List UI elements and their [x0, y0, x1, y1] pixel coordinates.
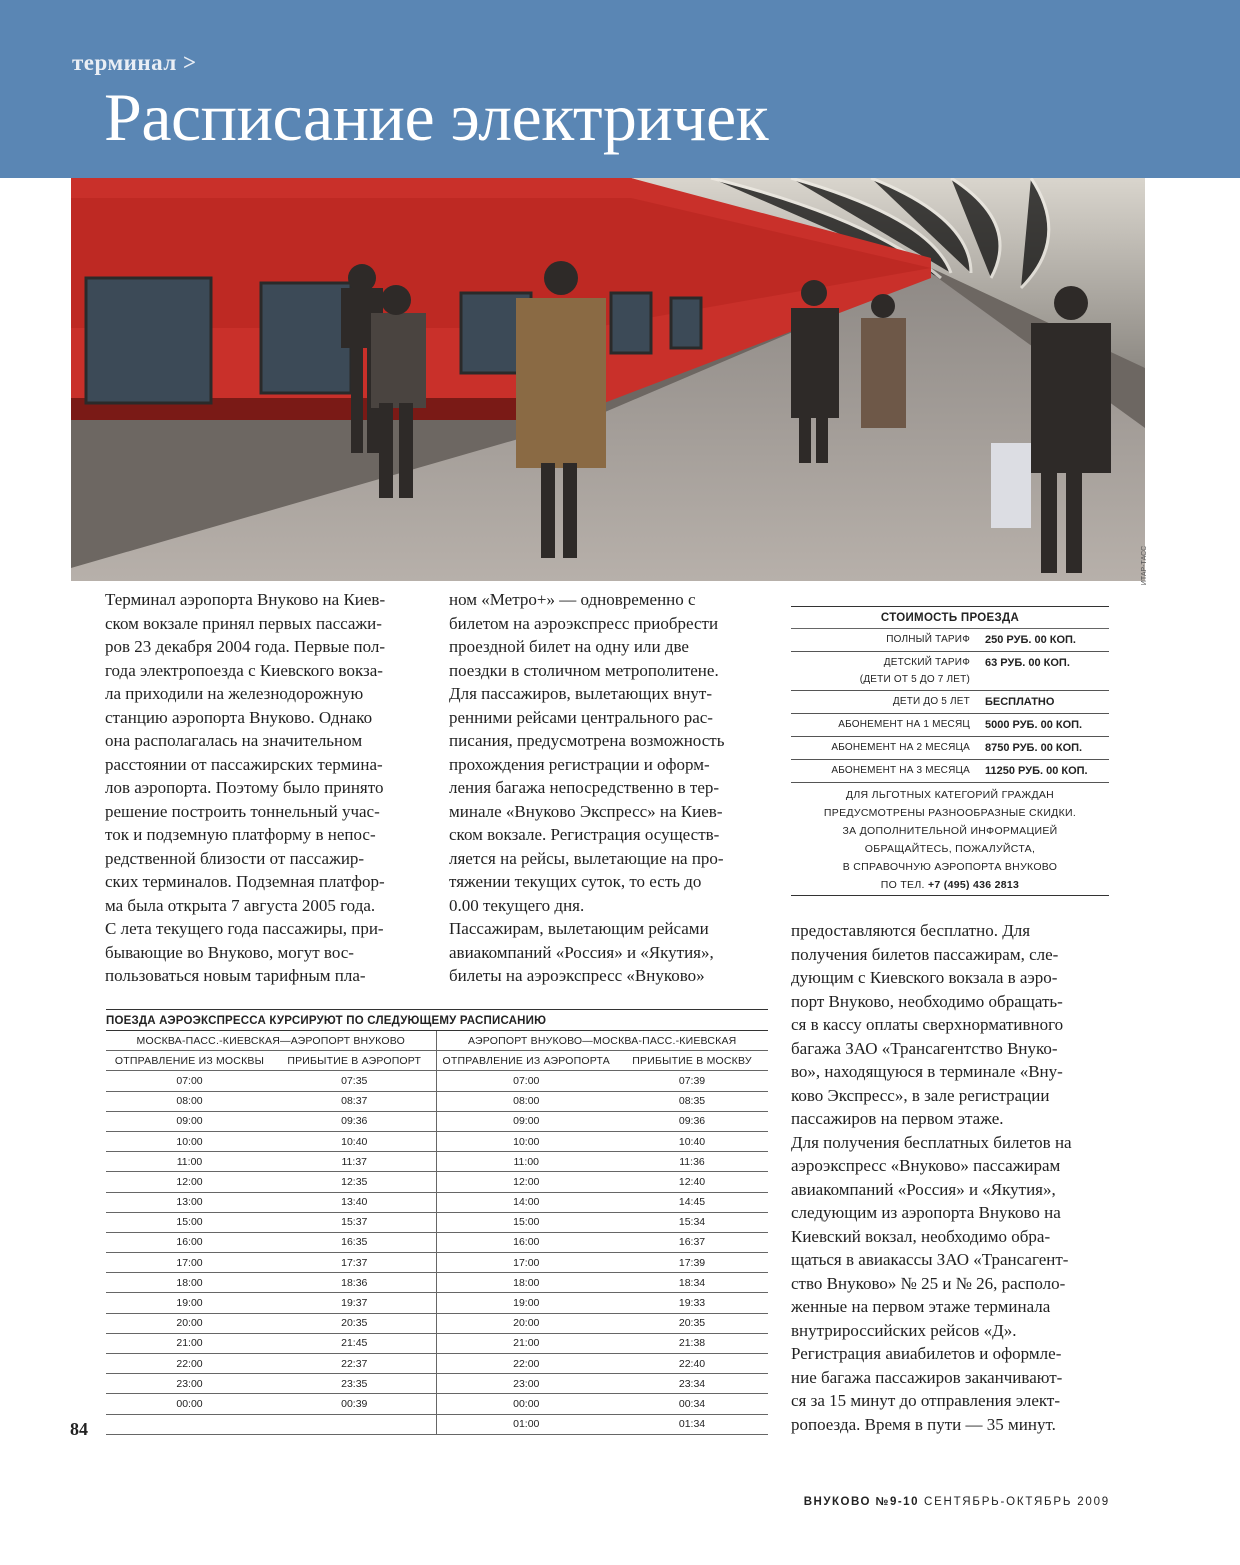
cell-arrive-moscow: 23:34 [616, 1374, 768, 1394]
cell-depart-moscow: 18:00 [106, 1273, 273, 1293]
schedule-row [106, 1212, 768, 1232]
article-line: аэроэкспресс «Внуково» пассажирам [791, 1156, 1061, 1175]
article-line: Терминал аэропорта Внуково на Киев- [105, 590, 386, 609]
cell-depart-moscow: 11:00 [106, 1152, 273, 1172]
cell-arrive-airport: 09:36 [273, 1111, 436, 1131]
cell-arrive-moscow: 19:33 [616, 1293, 768, 1313]
cell-depart-moscow [106, 1414, 273, 1434]
fare-price: 8750 РУБ. 00 КОП. [982, 737, 1109, 760]
article-line: 0.00 текущего дня. [449, 895, 585, 915]
cell-depart-moscow: 15:00 [106, 1212, 273, 1232]
schedule-row [106, 1172, 768, 1192]
schedule-title: ПОЕЗДА АЭРОЭКСПРЕССА КУРСИРУЮТ ПО СЛЕДУЮЩЕМУ РАСПИСАНИЮ [106, 1010, 768, 1031]
schedule-row [106, 1333, 768, 1353]
article-line: ском вокзале. Регистрация осуществ- [449, 825, 720, 844]
cell-depart-moscow: 09:00 [106, 1111, 273, 1131]
cell-arrive-moscow: 12:40 [616, 1172, 768, 1192]
cell-depart-moscow: 10:00 [106, 1131, 273, 1151]
fare-label [791, 714, 982, 737]
cell-depart-airport: 20:00 [436, 1313, 616, 1333]
cell-depart-airport: 15:00 [436, 1212, 616, 1232]
article-line: ток и подземную платформу в непос- [105, 825, 376, 844]
article-line: получения билетов пассажирам, сле- [791, 944, 1059, 964]
article-column-1 [105, 588, 385, 988]
fares-phone-line: ПО ТЕЛ. +7 (495) 436 2813 [880, 879, 1020, 891]
cell-arrive-moscow: 11:36 [616, 1152, 768, 1172]
fare-label [791, 737, 982, 760]
article-line: тяжении текущих суток, то есть до [449, 872, 702, 891]
fare-row [791, 652, 1109, 691]
cell-arrive-airport: 17:37 [273, 1253, 436, 1273]
header-depart-moscow: ОТПРАВЛЕНИЕ ИЗ МОСКВЫ [106, 1051, 273, 1071]
cell-depart-airport: 07:00 [436, 1071, 616, 1091]
schedule-row [106, 1313, 768, 1333]
cell-depart-airport: 10:00 [436, 1131, 616, 1151]
article-line: решение построить тоннельный учас- [105, 801, 380, 821]
fares-note-line: ПРЕДУСМОТРЕНЫ РАЗНООБРАЗНЫЕ СКИДКИ. [823, 807, 1077, 819]
article-line: авиакомпаний «Россия» и «Якутия», [791, 1179, 1056, 1199]
article-line: билетом на аэроэкспресс приобрести [449, 613, 719, 633]
photo-illustration [71, 178, 1145, 581]
schedule-row [106, 1192, 768, 1212]
article-line: ся в кассу оплаты сверхнормативного [791, 1015, 1064, 1034]
schedule-row [106, 1354, 768, 1374]
fares-title: СТОИМОСТЬ ПРОЕЗДА [791, 607, 1109, 629]
fares-phone: +7 (495) 436 2813 [927, 879, 1020, 891]
header-arrive-airport: ПРИБЫТИЕ В АЭРОПОРТ [273, 1051, 436, 1071]
fare-row [791, 629, 1109, 652]
schedule-row [106, 1273, 768, 1293]
cell-depart-airport: 19:00 [436, 1293, 616, 1313]
cell-arrive-moscow: 07:39 [616, 1071, 768, 1091]
cell-arrive-moscow: 09:36 [616, 1111, 768, 1131]
article-line: ние багажа пассажиров заканчивают- [791, 1367, 1063, 1387]
cell-arrive-airport: 19:37 [273, 1293, 436, 1313]
cell-depart-airport: 08:00 [436, 1091, 616, 1111]
schedule-row [106, 1131, 768, 1151]
cell-depart-airport: 00:00 [436, 1394, 616, 1414]
cell-arrive-airport: 07:35 [273, 1071, 436, 1091]
cell-depart-moscow: 22:00 [106, 1354, 273, 1374]
article-line: она располагалась на значительном [105, 731, 363, 750]
fare-label [791, 629, 982, 652]
cell-depart-airport: 11:00 [436, 1152, 616, 1172]
fare-label-text: ДЕТИ ДО 5 ЛЕТ [892, 696, 970, 707]
fare-label-text: ПОЛНЫЙ ТАРИФ [886, 634, 970, 645]
article-line: ство Внуково» № 25 и № 26, располо- [791, 1273, 1066, 1293]
article-column-2 [449, 588, 724, 988]
magazine-footer [804, 1496, 1110, 1508]
fare-label [791, 691, 982, 714]
article-line: ном «Метро+» — одновременно с [449, 590, 696, 609]
cell-arrive-moscow: 01:34 [616, 1414, 768, 1434]
fare-label-text: ДЕТСКИЙ ТАРИФ [883, 657, 970, 668]
fare-price: 11250 РУБ. 00 КОП. [982, 760, 1109, 783]
schedule-routes-row [106, 1031, 768, 1051]
cell-depart-moscow: 21:00 [106, 1333, 273, 1353]
fare-label-text: АБОНЕМЕНТ НА 3 МЕСЯЦА [831, 765, 970, 776]
cell-arrive-airport: 20:35 [273, 1313, 436, 1333]
schedule-row [106, 1071, 768, 1091]
article-line: порт Внуково, необходимо обращать- [791, 991, 1063, 1011]
cell-depart-moscow: 20:00 [106, 1313, 273, 1333]
route-to-city: АЭРОПОРТ ВНУКОВО—МОСКВА-ПАСС.-КИЕВСКАЯ [436, 1031, 768, 1051]
schedule-header-row [106, 1051, 768, 1071]
article-line: ском вокзале принял первых пассажи- [105, 613, 382, 633]
schedule-row [106, 1253, 768, 1273]
header-band [0, 0, 1240, 178]
fare-price: 250 РУБ. 00 КОП. [982, 629, 1109, 652]
schedule-row [106, 1414, 768, 1434]
cell-arrive-moscow: 08:35 [616, 1091, 768, 1111]
cell-depart-airport: 17:00 [436, 1253, 616, 1273]
cell-arrive-moscow: 10:40 [616, 1131, 768, 1151]
cell-arrive-moscow: 17:39 [616, 1253, 768, 1273]
article-line: бывающие во Внуково, могут вос- [105, 942, 354, 962]
fare-row [791, 760, 1109, 783]
article-line: внутрироссийских рейсов «Д». [791, 1320, 1017, 1340]
cell-arrive-airport: 23:35 [273, 1374, 436, 1394]
article-line: ров 23 декабря 2004 года. Первые пол- [105, 637, 386, 656]
cell-depart-airport: 14:00 [436, 1192, 616, 1212]
article-line: щаться в авиакассы ЗАО «Трансагент- [791, 1250, 1069, 1269]
fares-note-line: ЗА ДОПОЛНИТЕЛЬНОЙ ИНФОРМАЦИЕЙ [842, 825, 1058, 837]
cell-depart-airport: 12:00 [436, 1172, 616, 1192]
article-line: ления багажа непосредственно в тер- [449, 778, 720, 797]
cell-arrive-airport: 00:39 [273, 1394, 436, 1414]
fare-label [791, 760, 982, 783]
cell-arrive-airport: 12:35 [273, 1172, 436, 1192]
fares-note-line: ОБРАЩАЙТЕСЬ, ПОЖАЛУЙСТА, [864, 843, 1036, 855]
cell-depart-moscow: 13:00 [106, 1192, 273, 1212]
cell-depart-airport: 18:00 [436, 1273, 616, 1293]
cell-depart-moscow: 07:00 [106, 1071, 273, 1091]
schedule-row [106, 1232, 768, 1252]
fare-row [791, 737, 1109, 760]
footer-magazine: ВНУКОВО №9-10 [803, 1496, 919, 1508]
route-to-airport: МОСКВА-ПАСС.-КИЕВСКАЯ—АЭРОПОРТ ВНУКОВО [106, 1031, 436, 1051]
fares-note-line: В СПРАВОЧНУЮ АЭРОПОРТА ВНУКОВО [842, 861, 1058, 873]
cell-depart-airport: 09:00 [436, 1111, 616, 1131]
header-depart-airport: ОТПРАВЛЕНИЕ ИЗ АЭРОПОРТА [436, 1051, 616, 1071]
cell-arrive-airport: 13:40 [273, 1192, 436, 1212]
cell-depart-airport: 16:00 [436, 1232, 616, 1252]
cell-arrive-moscow: 20:35 [616, 1313, 768, 1333]
fare-row [791, 691, 1109, 714]
fare-price: БЕСПЛАТНО [982, 691, 1109, 714]
article-line: расстоянии от пассажирских термина- [105, 754, 383, 774]
cell-depart-moscow: 23:00 [106, 1374, 273, 1394]
article-line: пользоваться новым тарифным пла- [105, 966, 366, 985]
article-line: ся за 15 минут до отправления элект- [791, 1391, 1060, 1410]
schedule-row [106, 1091, 768, 1111]
article-line: Пассажирам, вылетающим рейсами [449, 919, 709, 938]
fare-price: 5000 РУБ. 00 КОП. [982, 714, 1109, 737]
schedule-row [106, 1111, 768, 1131]
article-line: ских терминалов. Подземная платфор- [105, 872, 385, 891]
cell-depart-moscow: 12:00 [106, 1172, 273, 1192]
article-line: дующим с Киевского вокзала в аэро- [791, 968, 1058, 987]
article-line: Для пассажиров, вылетающих внут- [449, 684, 713, 703]
article-line: во», находящуюся в терминале «Вну- [791, 1062, 1063, 1081]
fare-label-sub: (ДЕТИ ОТ 5 ДО 7 ЛЕТ) [859, 674, 970, 685]
cell-depart-airport: 22:00 [436, 1354, 616, 1374]
cell-arrive-moscow: 21:38 [616, 1333, 768, 1353]
cell-arrive-moscow: 14:45 [616, 1192, 768, 1212]
fare-price: 63 РУБ. 00 КОП. [982, 652, 1109, 691]
article-line: Регистрация авиабилетов и оформле- [791, 1344, 1062, 1363]
article-line: года электропоезда с Киевского вокза- [105, 660, 383, 680]
footer-date: СЕНТЯБРЬ-ОКТЯБРЬ 2009 [923, 1496, 1110, 1508]
header-arrive-moscow: ПРИБЫТИЕ В МОСКВУ [616, 1051, 768, 1071]
cell-depart-moscow: 16:00 [106, 1232, 273, 1252]
cell-arrive-airport: 21:45 [273, 1333, 436, 1353]
article-line: проездной билет на одну или две [449, 637, 689, 656]
article-line: прохождения регистрации и оформ- [449, 754, 710, 774]
article-line: ково Экспресс», в зале регистрации [791, 1085, 1050, 1105]
cell-arrive-moscow: 00:34 [616, 1394, 768, 1414]
cell-arrive-airport: 22:37 [273, 1354, 436, 1374]
cell-depart-airport: 23:00 [436, 1374, 616, 1394]
schedule-row [106, 1394, 768, 1414]
section-label: терминал > [72, 50, 197, 75]
cell-arrive-moscow: 16:37 [616, 1232, 768, 1252]
article-line: редственной близости от пассажир- [105, 848, 365, 868]
schedule-row [106, 1152, 768, 1172]
cell-depart-moscow: 08:00 [106, 1091, 273, 1111]
article-line: Киевский вокзал, необходимо обра- [791, 1226, 1051, 1246]
cell-depart-moscow: 19:00 [106, 1293, 273, 1313]
train-platform-photo [71, 178, 1145, 581]
fare-label-text: АБОНЕМЕНТ НА 2 МЕСЯЦА [831, 742, 970, 753]
article-line: пассажиров на первом этаже. [791, 1109, 1004, 1128]
article-line: предоставляются бесплатно. Для [791, 921, 1031, 940]
schedule-table [106, 1009, 768, 1435]
article-line: писания, предусмотрена возможность [449, 731, 725, 750]
cell-arrive-airport: 08:37 [273, 1091, 436, 1111]
cell-arrive-airport: 15:37 [273, 1212, 436, 1232]
article-line: станцию аэропорта Внуково. Однако [105, 707, 373, 727]
article-line: следующим из аэропорта Внуково на [791, 1203, 1061, 1222]
fares-box [791, 606, 1109, 896]
article-line: лов аэропорта. Поэтому было принято [105, 778, 384, 797]
cell-depart-moscow: 00:00 [106, 1394, 273, 1414]
article-line: минале «Внуково Экспресс» на Киев- [449, 801, 723, 821]
schedule-row [106, 1374, 768, 1394]
fare-label [791, 652, 982, 691]
cell-depart-airport: 21:00 [436, 1333, 616, 1353]
article-line: поездки в столичном метрополитене. [449, 660, 719, 680]
article-line: багажа ЗАО «Трансагентство Внуко- [791, 1038, 1058, 1058]
article-line: авиакомпаний «Россия» и «Якутия», [449, 942, 714, 962]
article-line: С лета текущего года пассажиры, при- [105, 919, 384, 938]
article-line: ма была открыта 7 августа 2005 года. [105, 895, 376, 915]
fares-note-line: ДЛЯ ЛЬГОТНЫХ КАТЕГОРИЙ ГРАЖДАН [845, 789, 1055, 801]
cell-arrive-airport: 10:40 [273, 1131, 436, 1151]
cell-arrive-airport: 11:37 [273, 1152, 436, 1172]
cell-depart-airport: 01:00 [436, 1414, 616, 1434]
article-line: ропоезда. Время в пути — 35 минут. [791, 1414, 1056, 1434]
article-line: Для получения бесплатных билетов на [791, 1132, 1072, 1152]
article-line: ренними рейсами центрального рас- [449, 707, 713, 727]
fare-label-text: АБОНЕМЕНТ НА 1 МЕСЯЦ [838, 719, 970, 730]
page-number: 84 [70, 1419, 88, 1439]
fare-row [791, 714, 1109, 737]
photo-credit: ИТАР-ТАСС [1141, 545, 1149, 586]
fares-note [791, 783, 1109, 896]
article-line: ла приходили на железнодорожную [105, 684, 364, 703]
cell-arrive-airport: 18:36 [273, 1273, 436, 1293]
cell-arrive-airport [273, 1414, 436, 1434]
cell-arrive-moscow: 22:40 [616, 1354, 768, 1374]
article-line: женные на первом этаже терминала [791, 1297, 1051, 1316]
fares-table [791, 629, 1109, 783]
page-title: Расписание электричек [104, 79, 769, 155]
cell-depart-moscow: 17:00 [106, 1253, 273, 1273]
cell-arrive-moscow: 18:34 [616, 1273, 768, 1293]
article-line: ляется на рейсы, вылетающие на про- [449, 848, 724, 868]
cell-arrive-moscow: 15:34 [616, 1212, 768, 1232]
cell-arrive-airport: 16:35 [273, 1232, 436, 1252]
schedule-row [106, 1293, 768, 1313]
article-column-3 [791, 919, 1072, 1436]
article-line: билеты на аэроэкспресс «Внуково» [449, 966, 705, 985]
